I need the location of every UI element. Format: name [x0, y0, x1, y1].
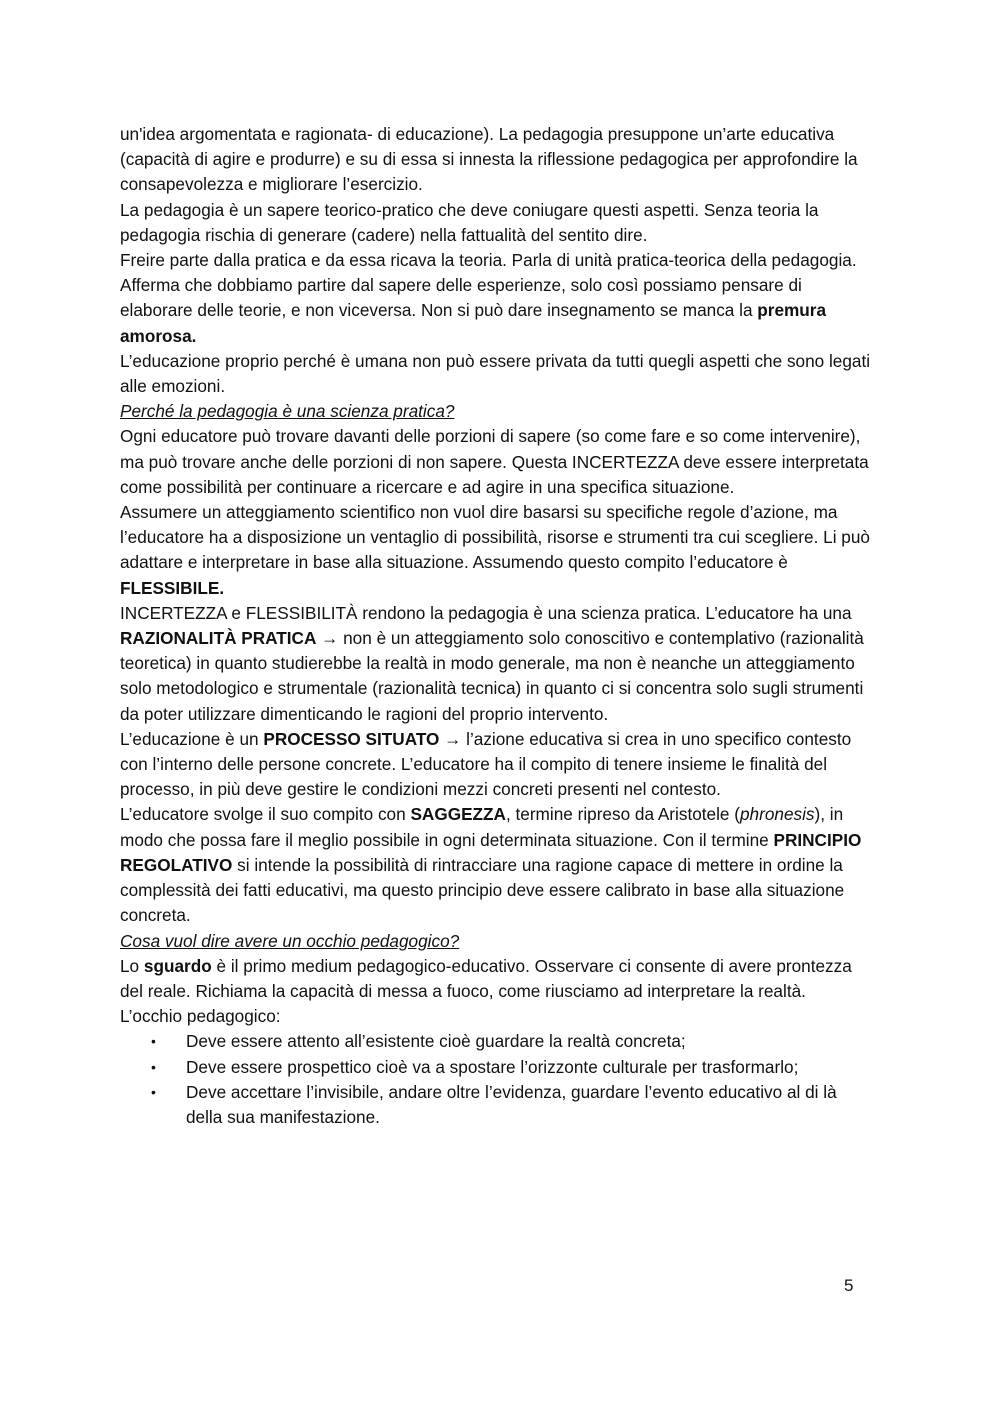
paragraph: Freire parte dalla pratica e da essa ricava la teoria. Parla di unità pratica-teorica della pedagogia.: [120, 250, 857, 271]
document-body: [120, 122, 872, 1130]
paragraph: Ogni educatore può trovare davanti delle porzioni di sapere (so come fare e so come intervenire), ma può trovare anche delle porzioni di non sapere. Questa INCERTEZZA deve essere interpretata come possibilità per continuare a ricercare e ad agire in una specifica situazione.: [120, 426, 869, 497]
text-run: INCERTEZZA e FLESSIBILITÀ rendono la pedagogia è una scienza pratica. L’educatore ha una: [120, 602, 852, 623]
bullet-icon: •: [151, 1058, 156, 1075]
text-run: ), in modo che possa fare il meglio possibile in ogni determinata situazione. Con il termine: [120, 804, 844, 850]
paragraph: [120, 500, 872, 601]
list-item: [120, 1029, 872, 1054]
list-item: [120, 1055, 872, 1080]
list-item-text: Deve essere attento all’esistente cioè guardare la realtà concreta;: [186, 1031, 686, 1052]
text-run: L’educatore svolge il suo compito con: [120, 804, 411, 825]
bullet-icon: •: [151, 1033, 156, 1050]
bold-term: sguardo: [143, 955, 212, 976]
text-run: Lo: [120, 955, 144, 976]
paragraph: [120, 273, 872, 349]
bold-term: SAGGEZZA: [410, 804, 506, 825]
paragraph: La pedagogia è un sapere teorico-pratico che deve coniugare questi aspetti. Senza teoria la pedagogia rischia di generare (cadere) nella fattualità del sentito dire.: [120, 199, 819, 245]
page-number: 5: [844, 1276, 854, 1295]
list-item-text: Deve essere prospettico cioè va a spostare l’orizzonte culturale per trasformarlo;: [186, 1056, 799, 1077]
bold-term: PRINCIPIO REGOLATIVO: [120, 829, 862, 875]
bold-term: PROCESSO SITUATO: [263, 728, 440, 749]
text-run: L’educazione è un: [120, 728, 264, 749]
text-run: → non è un atteggiamento solo conoscitivo e contemplativo (razionalità teoretica) in quanto studierebbe la realtà in modo generale, ma non è neanche un atteggiamento solo metodologico e strumentale (razionalità tecnica) in quanto ci si concentra solo sugli strumenti da poter utilizzare dimenticando le ragioni del proprio intervento.: [120, 628, 864, 724]
paragraph: L’occhio pedagogico:: [120, 1006, 281, 1027]
text-run: è il primo medium pedagogico-educativo. Osservare ci consente di avere prontezza del reale. Richiama la capacità di messa a fuoco, come riusciamo ad interpretare la realtà.: [120, 955, 852, 1001]
list-item-text: Deve accettare l’invisibile, andare oltre l’evidenza, guardare l’evento educativo al di là della sua manifestazione.: [186, 1081, 837, 1127]
text-run: si intende la possibilità di rintracciare una ragione capace di mettere in ordine la complessità dei fatti educativi, ma questo principio deve essere calibrato in base alla situazione concreta.: [120, 854, 845, 926]
bold-term: premura amorosa.: [120, 300, 827, 346]
text-run: , termine ripreso da Aristotele (: [505, 804, 740, 825]
paragraph: L’educazione proprio perché è umana non può essere privata da tutti quegli aspetti che sono legati alle emozioni.: [120, 350, 871, 397]
question-heading: Cosa vuol dire avere un occhio pedagogico?: [120, 930, 460, 951]
bold-term: FLESSIBILE.: [120, 577, 225, 598]
question-heading: Perché la pedagogia è una scienza pratica?: [120, 401, 455, 422]
bullet-list: [120, 1029, 872, 1130]
paragraph: [120, 802, 872, 928]
text-run: Assumere un atteggiamento scientifico non vuol dire basarsi su specifiche regole d’azione, ma l’educatore ha a disposizione un ventaglio di possibilità, risorse e strumenti tra cui scegliere. Li può adattare e interpretare in base alla situazione. Assumendo questo compito l’educatore è: [120, 502, 870, 573]
list-item: [120, 1080, 872, 1130]
paragraph: [120, 954, 872, 1004]
paragraph: [120, 727, 872, 803]
text-run: → l’azione educativa si crea in uno specifico contesto con l’interno delle persone concrete. L’educatore ha il compito di tenere insieme le finalità del processo, in più deve gestire le condizioni mezzi concreti presenti nel contesto.: [120, 728, 852, 800]
bullet-icon: •: [151, 1083, 156, 1100]
paragraph: un'idea argomentata e ragionata- di educazione). La pedagogia presuppone un’arte educativa (capacità di agire e produrre) e su di essa si innesta la riflessione pedagogica per approfondire la consapevolezza e migliorare l’esercizio.: [120, 124, 858, 195]
paragraph: [120, 601, 872, 727]
bold-term: RAZIONALITÀ PRATICA: [120, 628, 317, 649]
text-run: Afferma che dobbiamo partire dal sapere delle esperienze, solo così possiamo pensare di elaborare delle teorie, e non viceversa. Non si può dare insegnamento se manca la: [120, 275, 802, 321]
italic-term: phronesis: [740, 804, 815, 825]
